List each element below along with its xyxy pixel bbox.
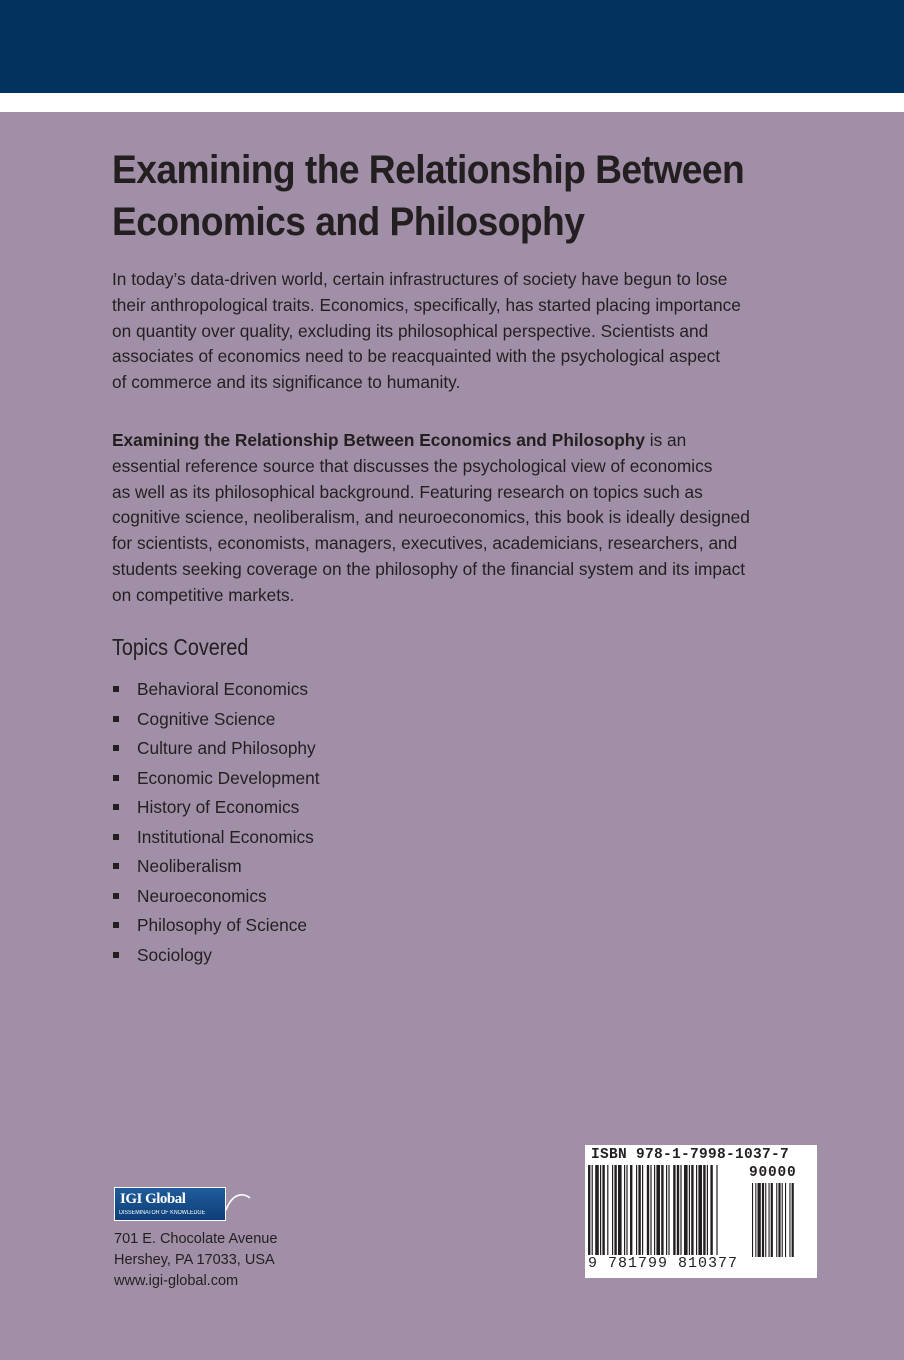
topic-label: Philosophy of Science (137, 915, 308, 935)
isbn-label: ISBN 978-1-7998-1037-7 (591, 1147, 790, 1163)
bullet-square-icon (113, 863, 119, 869)
publisher-website: www.igi-global.com (114, 1273, 239, 1289)
bullet-square-icon (113, 893, 119, 899)
paragraph-line: on competitive markets. (112, 584, 295, 605)
paragraph-line: for scientists, economists, managers, executives, academicians, researchers, and (112, 533, 738, 554)
topic-label: Neuroeconomics (137, 885, 267, 906)
topic-label: Economic Development (137, 767, 320, 788)
paragraph-line: students seeking coverage on the philosophy of the financial system and its impact (112, 558, 746, 579)
isbn-barcode (585, 1145, 817, 1278)
logo-swoosh-icon (224, 1190, 252, 1214)
paragraph-line: In today’s data-driven world, certain infrastructures of society have begun to lose (112, 269, 728, 289)
igi-global-logo (114, 1187, 226, 1221)
paragraph-line: essential reference source that discusses the psychological view of economics (112, 455, 713, 476)
address-city: Hershey, PA 17033, USA (114, 1252, 275, 1268)
description-paragraph-2 (112, 428, 802, 609)
bullet-square-icon (113, 775, 119, 781)
address-street: 701 E. Chocolate Avenue (114, 1231, 278, 1247)
paragraph-line: associates of economics need to be reacquainted with the psychological aspect (112, 346, 721, 367)
bullet-square-icon (113, 716, 119, 722)
topic-label: History of Economics (137, 797, 300, 817)
bullet-square-icon (113, 804, 119, 810)
topic-label: Culture and Philosophy (137, 738, 316, 758)
paragraph-line (112, 428, 802, 454)
logo-tagline: DISSEMINATOR OF KNOWLEDGE (119, 1210, 206, 1216)
description-paragraph-1 (112, 267, 802, 396)
paragraph-line: their anthropological traits. Economics, specifically, has started placing importance (112, 294, 741, 315)
book-title-inline: Examining the Relationship Between Economics and Philosophy (112, 430, 645, 450)
bullet-square-icon (113, 686, 119, 692)
paragraph-line: on quantity over quality, excluding its philosophical perspective. Scientists and (112, 320, 709, 341)
bullet-square-icon (113, 952, 119, 958)
topic-label: Neoliberalism (137, 856, 242, 876)
white-divider-strip (0, 93, 904, 112)
price-code: 90000 (749, 1165, 797, 1181)
topic-label: Behavioral Economics (137, 679, 308, 699)
paragraph-line-rest: is an (644, 430, 687, 450)
book-title (112, 144, 763, 248)
topic-label: Cognitive Science (137, 708, 276, 729)
bullet-square-icon (113, 745, 119, 751)
paragraph-line: as well as its philosophical background. Featuring research on topics such as (112, 481, 703, 502)
book-title-line-1: Examining the Relationship Between (112, 148, 745, 192)
topic-label: Sociology (137, 944, 212, 965)
publisher-address (114, 1229, 277, 1292)
logo-name: IGI Global (120, 1191, 186, 1207)
bullet-square-icon (113, 834, 119, 840)
topics-heading: Topics Covered (112, 634, 249, 660)
paragraph-line: of commerce and its significance to humanity. (112, 372, 461, 393)
topic-label: Institutional Economics (137, 826, 314, 847)
ean-digits: 9 781799 810377 (588, 1255, 739, 1272)
book-title-line-2: Economics and Philosophy (112, 200, 585, 244)
bullet-square-icon (113, 922, 119, 928)
paragraph-line: cognitive science, neoliberalism, and neuroeconomics, this book is ideally designed (112, 507, 750, 528)
top-color-band (0, 0, 904, 93)
